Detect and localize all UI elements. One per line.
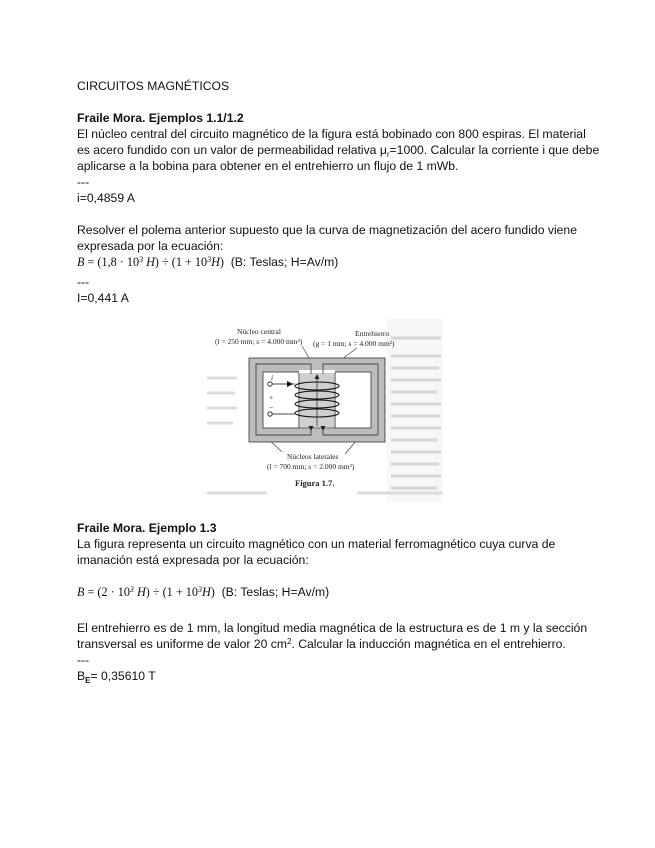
section1-line2 xyxy=(77,142,599,159)
section2-line1: Resolver el polema anterior supuesto que la curva de magnetización del acero fundido viene xyxy=(77,223,577,237)
section1-separator: --- xyxy=(77,175,90,189)
section3-line1: La figura representa un circuito magnético con un material ferromagnético cuya curva de xyxy=(77,537,556,551)
label-air-gap-dims: (g = 1 mm; s = 4.000 mm²) xyxy=(313,339,395,348)
eq3-units: (B: Teslas; H=Av/m) xyxy=(221,585,330,599)
eq-lhs: B xyxy=(77,255,85,269)
answer-subscript: E xyxy=(85,676,91,685)
section3-line3: El entrehierro es de 1 mm, la longitud media magnética de la estructura es de 1 m y la sección xyxy=(77,621,588,635)
eq3-var1: H xyxy=(133,585,146,599)
label-lateral-cores: Núcleos laterales xyxy=(287,452,339,461)
eq3-exp2: 3 xyxy=(197,585,202,594)
section3-line4-b: . Calcular la inducción magnética en el entrehierro. xyxy=(291,637,566,651)
label-air-gap: Entrehierro xyxy=(355,329,390,338)
section3-line2: imanación está expresada por la ecuación: xyxy=(77,553,309,567)
section3-line4-a: transversal es uniforme de valor 20 cm xyxy=(77,637,287,651)
symbol-current: i xyxy=(271,373,274,382)
figure-caption: Figura 1.7. xyxy=(295,478,335,488)
symbol-minus: − xyxy=(269,403,274,412)
cm-squared-sup: 2 xyxy=(287,637,292,646)
eq-var1: H xyxy=(143,255,155,269)
label-lateral-dims: (l = 700 mm; s = 2.000 mm²) xyxy=(267,462,355,471)
eq-end: ) xyxy=(219,255,224,269)
symbol-plus: + xyxy=(269,393,274,402)
section2-answer: I=0,441 A xyxy=(77,291,129,305)
section1-answer: i=0,4859 A xyxy=(77,191,135,205)
section1-line3: aplicarse a la bobina para obtener en el entrehierro un flujo de 1 mWb. xyxy=(77,159,459,173)
section2-line2: expresada por la ecuación: xyxy=(77,239,224,253)
eq3-exp1: 3 xyxy=(129,585,134,594)
label-central-dims: (l = 250 mm; s = 4.000 mm²) xyxy=(215,337,303,346)
eq-exp2: 3 xyxy=(207,255,212,264)
eq-exp1: 3 xyxy=(139,255,144,264)
magnetic-circuit-figure xyxy=(207,318,443,502)
label-central-core: Núcleo central xyxy=(237,327,281,336)
eq-units: (B: Teslas; H=Av/m) xyxy=(230,255,339,269)
document-title: CIRCUITOS MAGNÉTICOS xyxy=(77,79,230,93)
section3-equation xyxy=(77,584,329,601)
eq3-part2: ) ÷ (1 + 10 xyxy=(145,585,198,599)
section2-separator: --- xyxy=(77,275,90,289)
eq3-lhs: B xyxy=(77,585,85,599)
eq3-var2: H xyxy=(201,585,211,599)
eq-part2: ) ÷ (1 + 10 xyxy=(154,255,208,269)
section2-equation xyxy=(77,254,338,271)
eq3-end: ) xyxy=(210,585,215,599)
section3-line4 xyxy=(77,636,566,653)
section1-line2-a: es acero fundido con un valor de permeabilidad relativa μ xyxy=(77,143,387,157)
answer-value: = 0,35610 T xyxy=(90,669,156,683)
answer-symbol: B xyxy=(77,669,86,683)
section3-heading: Fraile Mora. Ejemplo 1.3 xyxy=(77,521,217,535)
section1-line1: El núcleo central del circuito magnético de la figura está bobinado con 800 espiras. El material xyxy=(77,127,586,141)
section1-heading: Fraile Mora. Ejemplos 1.1/1.2 xyxy=(77,111,244,125)
section1-line2-b: =1000. Calcular la corriente i que debe xyxy=(389,143,600,157)
section3-separator: --- xyxy=(77,653,90,667)
eq-part1: = (1,8 · 10 xyxy=(84,255,140,269)
mu-subscript: r xyxy=(386,150,390,159)
section3-answer xyxy=(77,668,156,685)
eq3-part1: = (2 · 10 xyxy=(84,585,130,599)
eq-var2: H xyxy=(211,255,220,269)
